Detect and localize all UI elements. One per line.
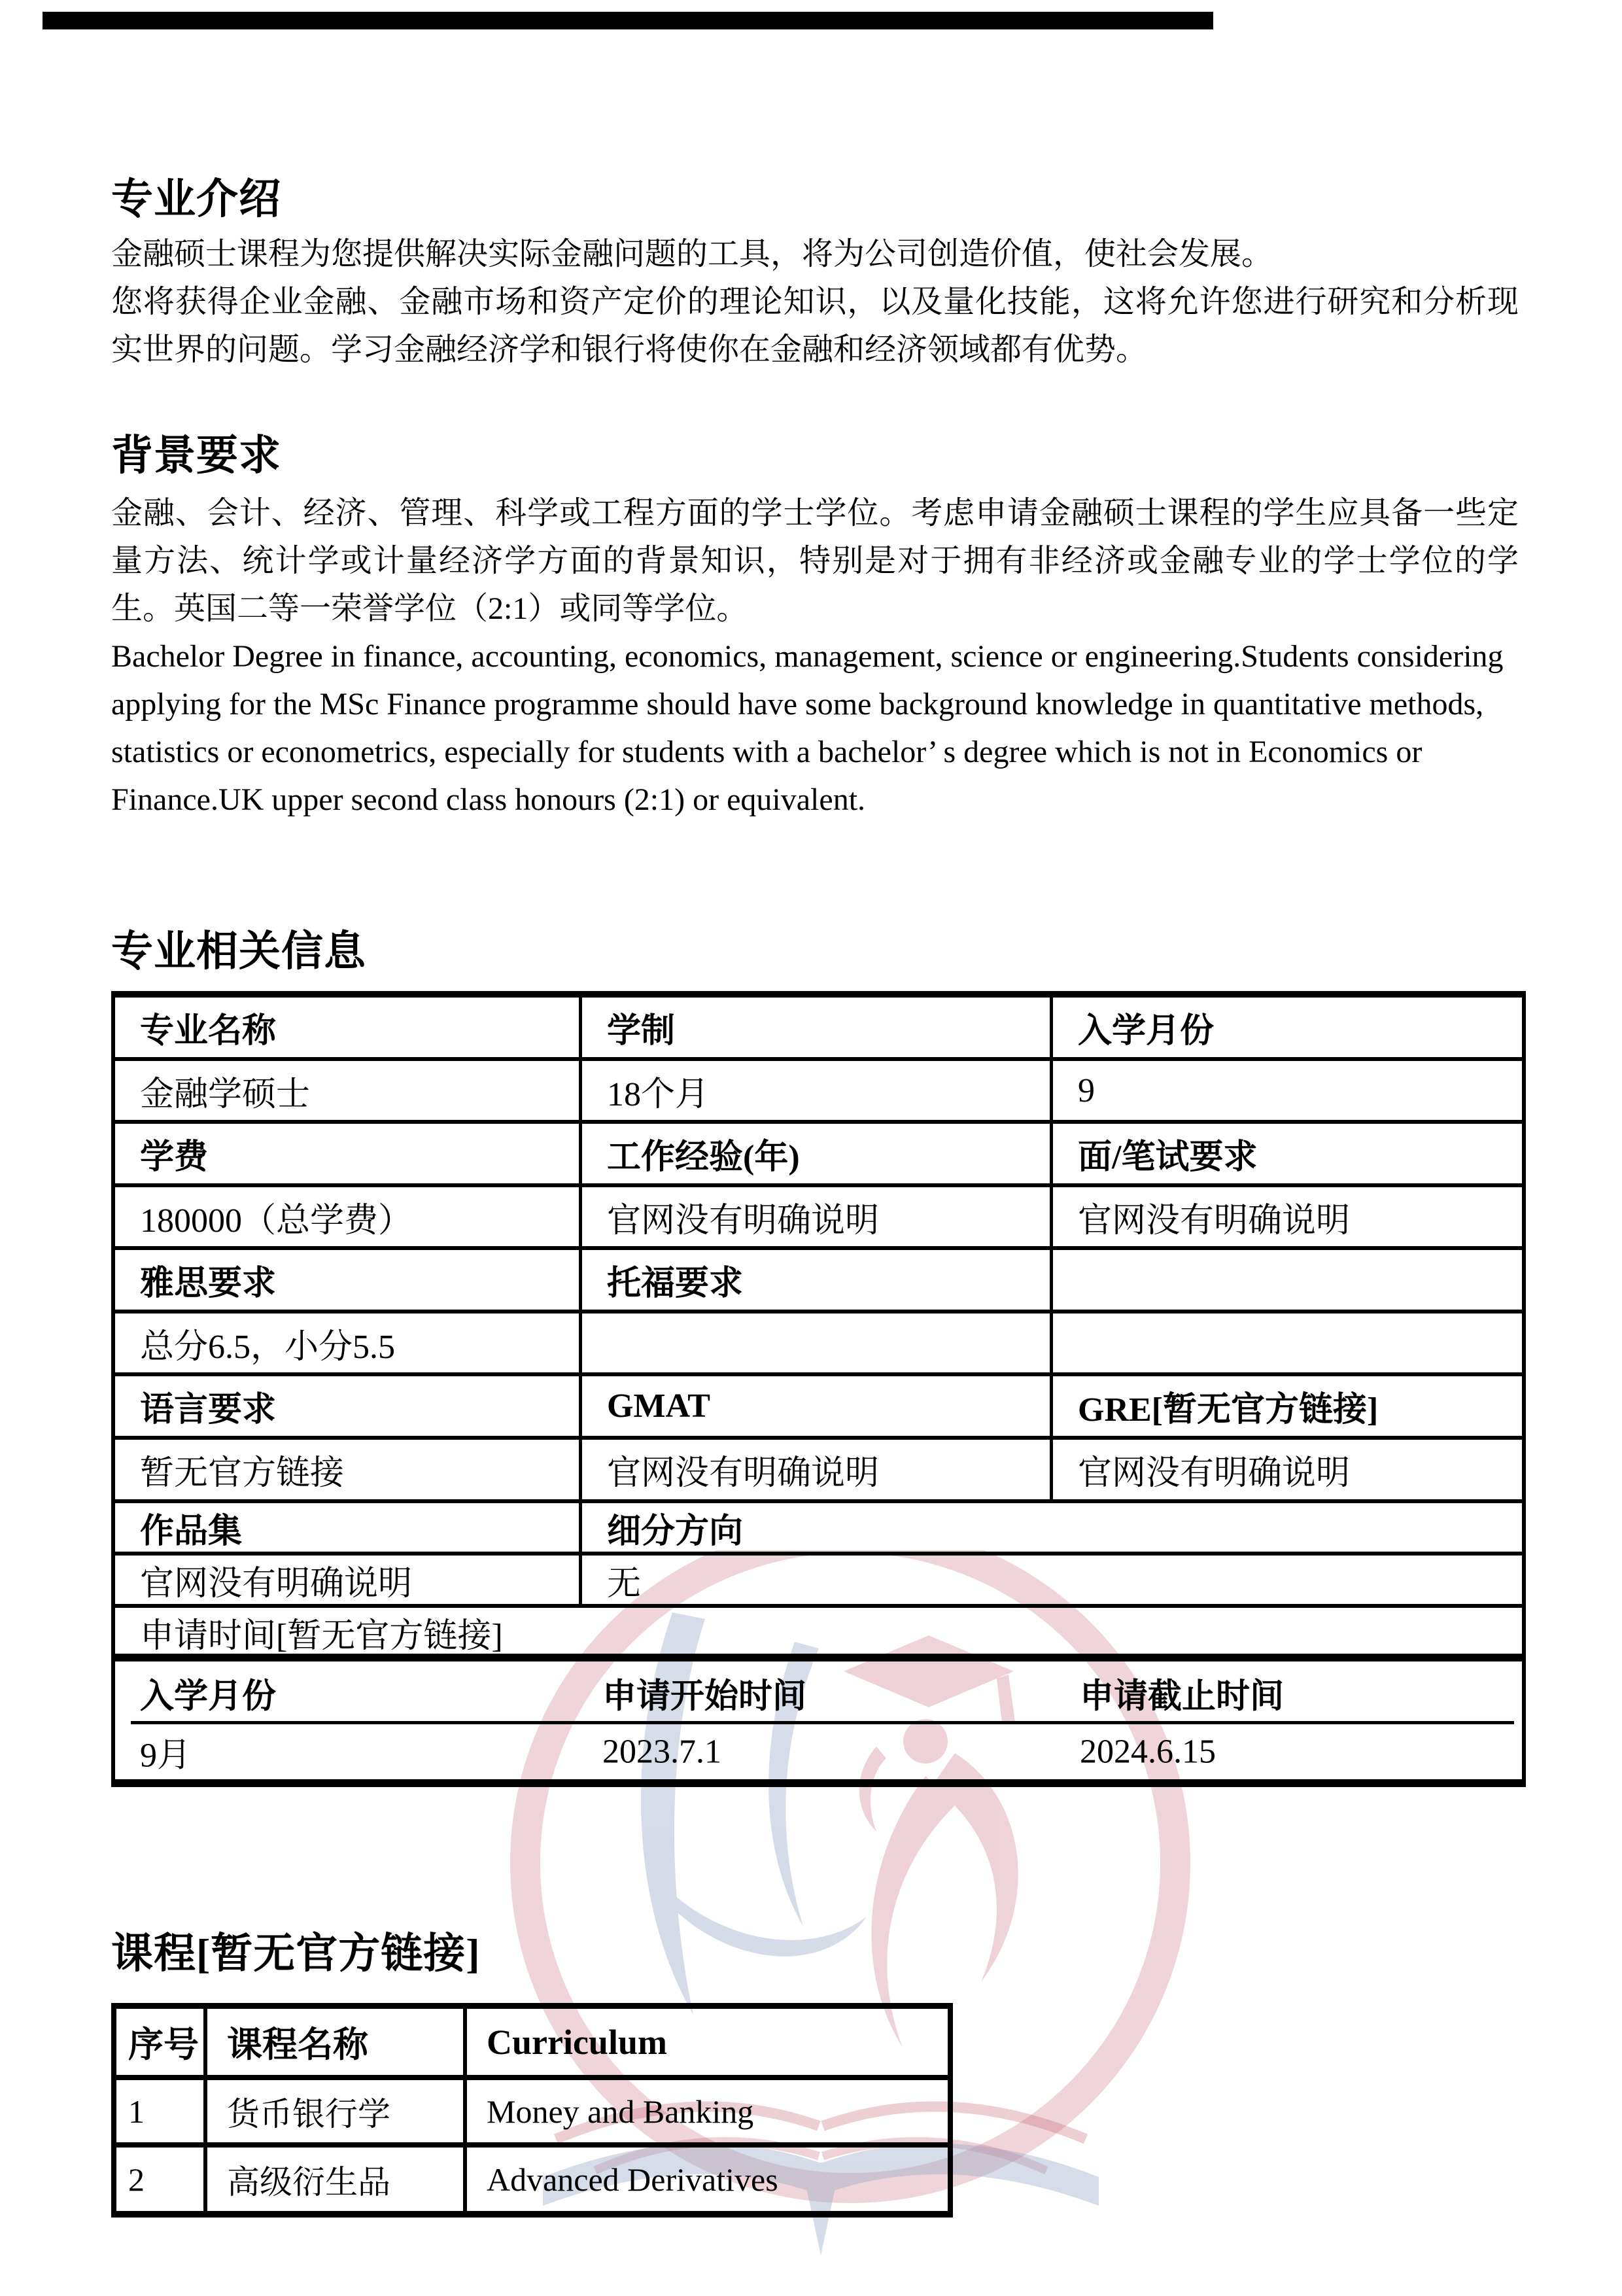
value-intake-month-2: 9月: [140, 1737, 192, 1775]
background-section-body: [111, 489, 1519, 824]
intro-section-heading: 专业介绍: [111, 176, 281, 222]
intro-paragraph-1: 金融硕士课程为您提供解决实际金融问题的工具，将为公司创造价值，使社会发展。: [111, 237, 1273, 271]
table-row: [115, 1313, 1522, 1376]
value-application-open: 2023.7.1: [602, 1733, 721, 1771]
value-ielts: 总分6.5，小分5.5: [115, 1313, 582, 1372]
header-language-requirement: 语言要求: [115, 1376, 582, 1436]
table-row: [115, 1061, 1522, 1124]
table-row: [115, 1503, 1522, 1556]
course-name-zh: 货币银行学: [207, 2080, 467, 2142]
table-row: [116, 2080, 948, 2148]
courses-table: [111, 2003, 953, 2218]
header-course-index: 序号: [116, 2009, 207, 2075]
header-toefl: 托福要求: [582, 1250, 1053, 1310]
empty-cell: [1053, 1313, 1522, 1372]
table-row: [115, 1376, 1522, 1440]
header-work-experience: 工作经验(年): [582, 1124, 1053, 1183]
course-name-zh: 高级衍生品: [207, 2148, 467, 2211]
header-application-deadline: 申请截止时间: [1080, 1678, 1285, 1716]
value-language-requirement: 暂无官方链接: [115, 1440, 582, 1499]
program-info-heading: 专业相关信息: [111, 928, 366, 975]
table-row: [116, 2009, 948, 2080]
empty-cell: [582, 1313, 1053, 1372]
redacted-school-name-bar: [43, 12, 1213, 29]
header-portfolio: 作品集: [115, 1503, 582, 1552]
header-intake-month: 入学月份: [1078, 1013, 1215, 1050]
value-program-name: 金融学硕士: [115, 1061, 582, 1120]
value-application-deadline: 2024.6.15: [1080, 1733, 1216, 1771]
table-row: [115, 1124, 1522, 1187]
header-course-name: 课程名称: [207, 2009, 467, 2075]
table-row: [115, 1250, 1522, 1313]
header-gre: GRE[暂无官方链接]: [1078, 1391, 1379, 1429]
value-work-experience: 官网没有明确说明: [582, 1187, 1053, 1246]
table-row: [115, 1661, 1522, 1724]
course-index: 2: [116, 2148, 207, 2211]
background-paragraph-zh: 金融、会计、经济、管理、科学或工程方面的学士学位。考虑申请金融硕士课程的学生应具备一些定量方法、统计学或计量经济学方面的背景知识，特别是对于拥有非经济或金融专业的学士学位的学生。英国二等一荣誉学位（2:1）或同等学位。: [111, 496, 1519, 626]
intro-section-body: [111, 230, 1519, 374]
course-name-en: Money and Banking: [487, 2093, 754, 2130]
course-index: 1: [116, 2080, 207, 2142]
background-section-heading: 背景要求: [111, 432, 281, 479]
header-program-name: 专业名称: [115, 998, 582, 1057]
value-intake-month: 9: [1078, 1071, 1095, 1109]
value-gre: 官网没有明确说明: [1078, 1455, 1351, 1492]
header-interview-exam: 面/笔试要求: [1078, 1139, 1258, 1176]
table-row: [115, 1187, 1522, 1250]
table-row: [115, 1608, 1522, 1661]
value-interview-exam: 官网没有明确说明: [1078, 1202, 1351, 1240]
value-tuition: 180000（总学费）: [115, 1187, 582, 1246]
courses-section-heading: 课程[暂无官方链接]: [111, 1930, 481, 1977]
value-portfolio: 官网没有明确说明: [115, 1556, 582, 1605]
value-specialization: 无: [607, 1565, 642, 1603]
table-row: [115, 1556, 1522, 1608]
application-time-label: 申请时间[暂无官方链接]: [140, 1618, 503, 1655]
table-row: [116, 2148, 948, 2211]
empty-cell: [1053, 1250, 1522, 1310]
value-gmat: 官网没有明确说明: [582, 1440, 1053, 1499]
value-duration: 18个月: [582, 1061, 1053, 1120]
intro-paragraph-2: 您将获得企业金融、金融市场和资产定价的理论知识，以及量化技能，这将允许您进行研究和分析现实世界的问题。学习金融经济学和银行将使你在金融和经济领域都有优势。: [111, 285, 1519, 367]
header-tuition: 学费: [115, 1124, 582, 1183]
header-application-open: 申请开始时间: [602, 1678, 807, 1716]
header-intake-month-2: 入学月份: [140, 1678, 277, 1716]
table-row: [115, 1440, 1522, 1503]
table-row: [115, 1724, 1522, 1779]
header-ielts: 雅思要求: [115, 1250, 582, 1310]
header-duration: 学制: [582, 998, 1053, 1057]
course-name-en: Advanced Derivatives: [487, 2161, 778, 2198]
table-row: [115, 998, 1522, 1061]
program-info-table: [111, 991, 1526, 1787]
header-curriculum: Curriculum: [487, 2022, 667, 2062]
header-specialization: 细分方向: [607, 1513, 744, 1550]
background-paragraph-en: Bachelor Degree in finance, accounting, economics, management, science or engineering.Students considering applying for the MSc Finance programme should have some background knowledge in quantitative methods, statistics or econometrics, especially for students with a bachelor’ s degree which is not in Economics or Finance.UK upper second class honours (2:1) or equivalent.: [111, 639, 1504, 817]
header-gmat: GMAT: [582, 1376, 1053, 1436]
